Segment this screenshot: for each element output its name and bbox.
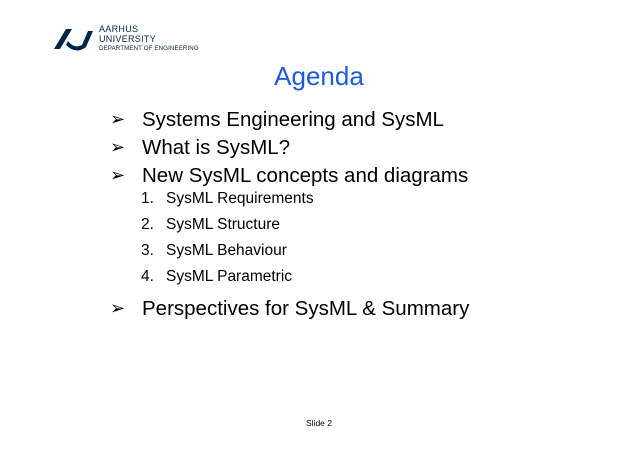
sub-item-number: 3. (141, 242, 154, 259)
arrow-bullet-icon: ➢ (110, 109, 126, 129)
aarhus-logo-icon (52, 27, 96, 51)
sub-item-label: SysML Parametric (166, 268, 293, 285)
agenda-item-label: What is SysML? (142, 136, 291, 159)
arrow-bullet-icon: ➢ (110, 137, 126, 157)
agenda-item (108, 299, 469, 327)
arrow-bullet-icon: ➢ (110, 165, 126, 185)
agenda-list (108, 110, 469, 327)
logo-line-university: UNIVERSITY (99, 34, 157, 44)
arrow-bullet-icon: ➢ (110, 298, 126, 318)
agenda-sub-item (141, 269, 502, 295)
agenda-sub-list-container (108, 190, 469, 298)
logo-line-department: DEPARTMENT OF ENGINEERING (99, 45, 199, 52)
slide-number: Slide 2 (306, 418, 332, 428)
agenda-item-label: New SysML concepts and diagrams (142, 164, 469, 187)
sub-item-number: 2. (141, 216, 154, 233)
logo-text (99, 25, 199, 52)
sub-item-label: SysML Structure (166, 216, 280, 233)
agenda-item (108, 110, 469, 138)
agenda-item (108, 138, 469, 166)
agenda-item-label: Systems Engineering and SysML (142, 108, 444, 131)
agenda-sub-list (141, 191, 502, 295)
sub-item-number: 1. (141, 190, 154, 207)
slide-title: Agenda (274, 61, 364, 91)
sub-item-label: SysML Requirements (166, 190, 314, 207)
aarhus-university-logo (52, 25, 212, 65)
agenda-sub-item (141, 243, 502, 269)
agenda-sub-item (141, 191, 502, 217)
agenda-item-label: Perspectives for SysML & Summary (142, 297, 470, 320)
agenda-sub-item (141, 217, 502, 243)
logo-line-aarhus: AARHUS (99, 24, 139, 34)
sub-item-label: SysML Behaviour (166, 242, 287, 259)
sub-item-number: 4. (141, 268, 154, 285)
